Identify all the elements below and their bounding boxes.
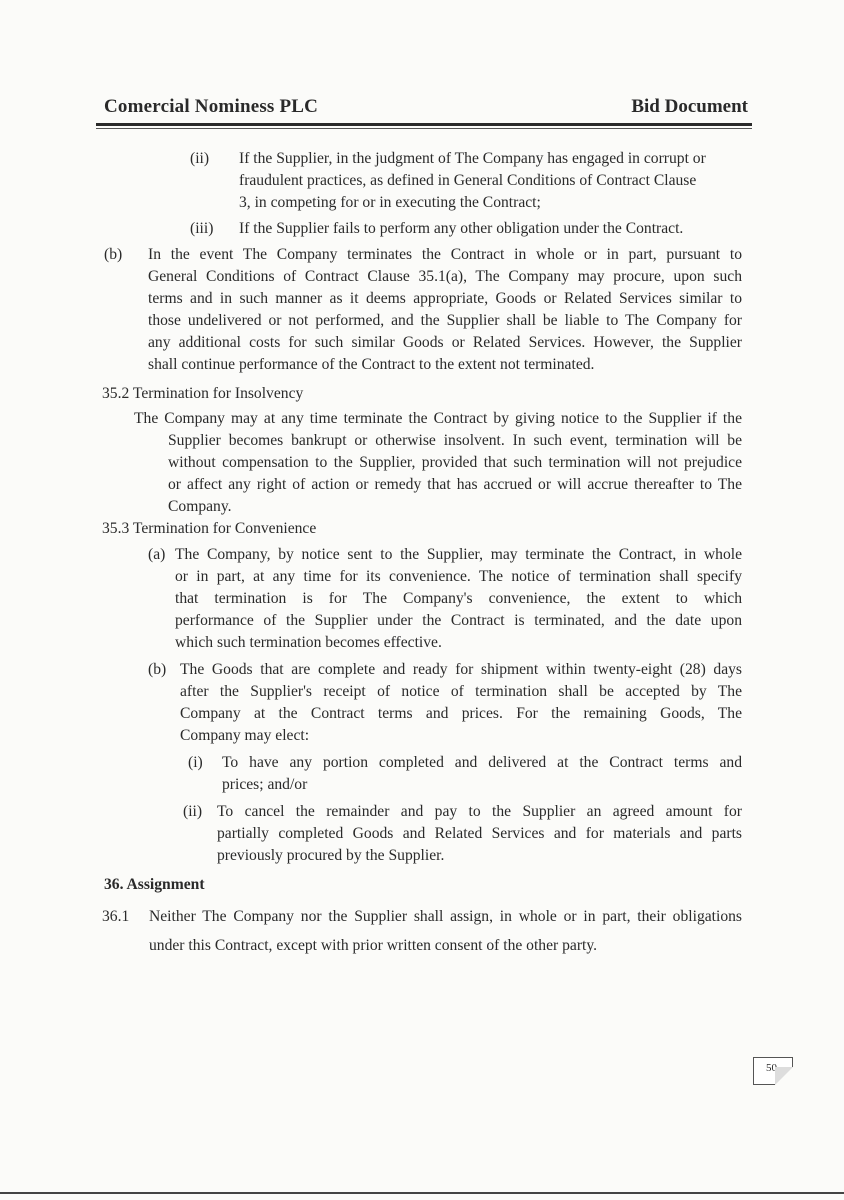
paragraph-line: In the event The Company terminates the Contract in whole or in part, pursuant to <box>148 246 742 263</box>
item-marker: (iii) <box>190 220 214 237</box>
item-text: If the Supplier, in the judgment of The Company has engaged in corrupt or <box>239 150 706 167</box>
section-heading: 35.3 Termination for Convenience <box>102 520 317 537</box>
page-number: 50 <box>766 1062 777 1074</box>
paragraph-line: partially completed Goods and Related Services and for materials and parts <box>217 825 742 842</box>
paragraph-line: under this Contract, except with prior written consent of the other party. <box>149 937 598 954</box>
paragraph-line: those undelivered or not performed, and the Supplier shall be liable to The Company for <box>148 312 742 329</box>
paragraph-line: terms and in such manner as it deems appropriate, Goods or Related Services similar to <box>148 290 742 307</box>
paragraph-line: The Company, by notice sent to the Supplier, may terminate the Contract, in whole <box>175 546 742 563</box>
item-marker: (a) <box>148 546 166 563</box>
header-rule-thin <box>96 128 752 129</box>
item-marker: (i) <box>188 754 203 771</box>
paragraph-line: previously procured by the Supplier. <box>217 847 445 864</box>
paragraph-line: Company may elect: <box>180 727 310 744</box>
document-type: Bid Document <box>631 96 748 117</box>
paragraph-line: any additional costs for such similar Goods or Related Services. However, the Supplier <box>148 334 742 351</box>
item-marker: (b) <box>148 661 167 678</box>
paragraph-line: Supplier becomes bankrupt or otherwise insolvent. In such event, termination will be <box>168 432 742 449</box>
paragraph-line: Company at the Contract terms and prices. For the remaining Goods, The <box>180 705 742 722</box>
paragraph-line: that termination is for The Company's convenience, the extent to which <box>175 590 742 607</box>
page-header <box>96 94 752 122</box>
paragraph-line: To have any portion completed and delivered at the Contract terms and <box>222 754 742 771</box>
clause-number: 36.1 <box>102 908 130 925</box>
paragraph-line: or in part, at any time for its convenience. The notice of termination shall specify <box>175 568 742 585</box>
item-marker: (b) <box>104 246 123 263</box>
header-rule <box>96 123 752 126</box>
item-marker: (ii) <box>190 150 210 167</box>
page-number-box <box>753 1057 793 1085</box>
page-curl-icon <box>775 1067 793 1085</box>
paragraph-line: Neither The Company nor the Supplier shall assign, in whole or in part, their obligations <box>149 908 742 925</box>
paragraph-line: which such termination becomes effective. <box>175 634 442 651</box>
company-name: Comercial Nominess PLC <box>104 96 319 117</box>
paragraph-line: To cancel the remainder and pay to the Supplier an agreed amount for <box>217 803 742 820</box>
paragraph-line: The Goods that are complete and ready for shipment within twenty-eight (28) days <box>180 661 742 678</box>
paragraph-line: prices; and/or <box>222 776 308 793</box>
paragraph-line: or affect any right of action or remedy that has accrued or will accrue thereafter to The <box>168 476 742 493</box>
item-text: 3, in competing for or in executing the Contract; <box>239 194 541 211</box>
paragraph-line: without compensation to the Supplier, provided that such termination will not prejudice <box>168 454 742 471</box>
paragraph-line: The Company may at any time terminate the Contract by giving notice to the Supplier if the <box>134 410 742 427</box>
page-bottom-edge <box>0 1192 844 1194</box>
paragraph-line: General Conditions of Contract Clause 35.1(a), The Company may procure, upon such <box>148 268 742 285</box>
item-text: fraudulent practices, as defined in General Conditions of Contract Clause <box>239 172 697 189</box>
item-marker: (ii) <box>183 803 203 820</box>
paragraph-line: shall continue performance of the Contract to the extent not terminated. <box>148 356 595 373</box>
section-heading: 35.2 Termination for Insolvency <box>102 385 304 402</box>
paragraph-line: Company. <box>168 498 232 515</box>
paragraph-line: after the Supplier's receipt of notice of termination shall be accepted by The <box>180 683 742 700</box>
section-heading: 36. Assignment <box>104 876 205 893</box>
paragraph-line: performance of the Supplier under the Contract is terminated, and the date upon <box>175 612 742 629</box>
item-text: If the Supplier fails to perform any other obligation under the Contract. <box>239 220 684 237</box>
